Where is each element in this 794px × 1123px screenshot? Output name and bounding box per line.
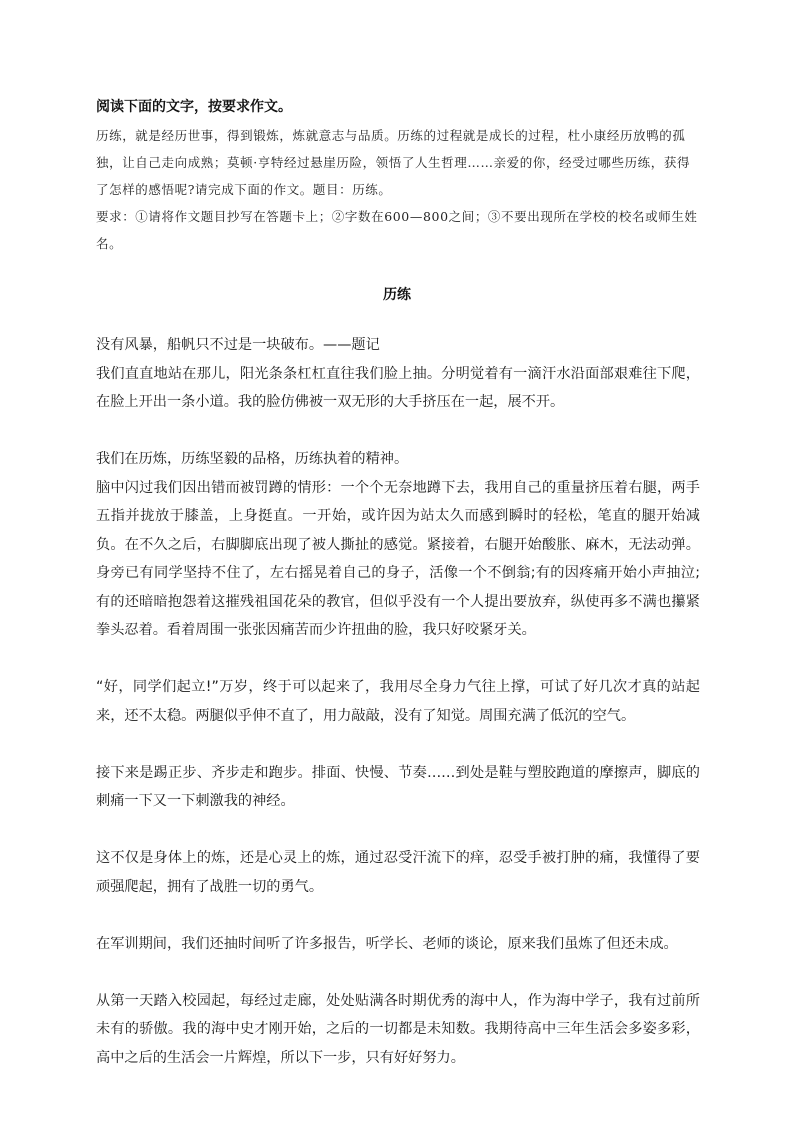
essay-paragraph: 我们直直地站在那儿，阳光条条杠杠直往我们脸上抽。分明觉着有一滴汗水沿面部艰难往下爬，在脸上开出一条小道。我的脸仿佛被一双无形的大手挤压在一起，展不开。 (96, 365, 700, 410)
essay-paragraph: 我们在历炼，历练坚毅的品格，历练执着的精神。 (96, 451, 409, 467)
essay-paragraph: 在军训期间，我们还抽时间听了许多报告，听学长、老师的谈论，原来我们虽炼了但还未成。 (96, 935, 678, 952)
prompt-requirements: 要求：①请将作文题目抄写在答题卡上；②字数在600—800之间；③不要出现所在学校的校名或师生姓名。 (96, 209, 698, 251)
essay-paragraph: “好，同学们起立!”万岁，终于可以起来了，我用尽全身力气往上撑，可试了好几次才真的站起来，还不太稳。两腿似乎伸不直了，用力敲敲，没有了知觉。周围充满了低沉的空气。 (96, 679, 700, 724)
essay-epigraph: 没有风暴，船帆只不过是一块破布。——题记 (96, 337, 380, 353)
essay-paragraph: 从第一天踏入校园起，每经过走廊，处处贴满各时期优秀的海中人，作为海中学子，我有过前所未有的骄傲。我的海中史才刚开始，之后的一切都是未知数。我期待高中三年生活会多姿多彩，高中之后的生活会一片辉煌，所以下一步，只有好好努力。 (96, 992, 700, 1066)
essay-paragraph: 脑中闪过我们因出错而被罚蹲的情形：一个个无奈地蹲下去，我用自己的重量挤压着右腿，两手五指并拢放于膝盖，上身挺直。一开始，或许因为站太久而感到瞬时的轻松，笔直的腿开始减负。在不久之后，右脚脚底出现了被人撕扯的感觉。紧接着，右腿开始酸胀、麻木，无法动弹。身旁已有同学坚持不住了，左右摇晃着自己的身子，活像一个不倒翁;有的因疼痛开始小声抽泣;有的还暗暗抱怨着这摧残祖国花朵的教官，但似乎没有一个人提出要放弃，纵使再多不满也攥紧拳头忍着。看着周围一张张因痛苦而少许扭曲的脸，我只好咬紧牙关。 (96, 479, 700, 638)
essay-paragraph: 接下来是踢正步、齐步走和跑步。排面、快慢、节奏……到处是鞋与塑胶跑道的摩擦声，脚底的刺痛一下又一下刺激我的神经。 (96, 764, 700, 809)
essay-paragraph: 这不仅是身体上的炼，还是心灵上的炼，通过忍受汗流下的痒，忍受手被打肿的痛，我懂得了要顽强爬起，拥有了战胜一切的勇气。 (96, 850, 700, 895)
prompt-text: 历练，就是经历世事，得到锻炼，炼就意志与品质。历练的过程就是成长的过程，杜小康经历放鸭的孤独，让自己走向成熟；莫顿·亨特经过悬崖历险，领悟了人生哲理……亲爱的你，经受过哪些历练，获得了怎样的感悟呢?请完成下面的作文。题目：历练。 (96, 128, 691, 197)
prompt-heading: 阅读下面的文字，按要求作文。 (96, 99, 292, 115)
essay-title: 历练 (383, 287, 411, 303)
essay-body (96, 331, 700, 1072)
